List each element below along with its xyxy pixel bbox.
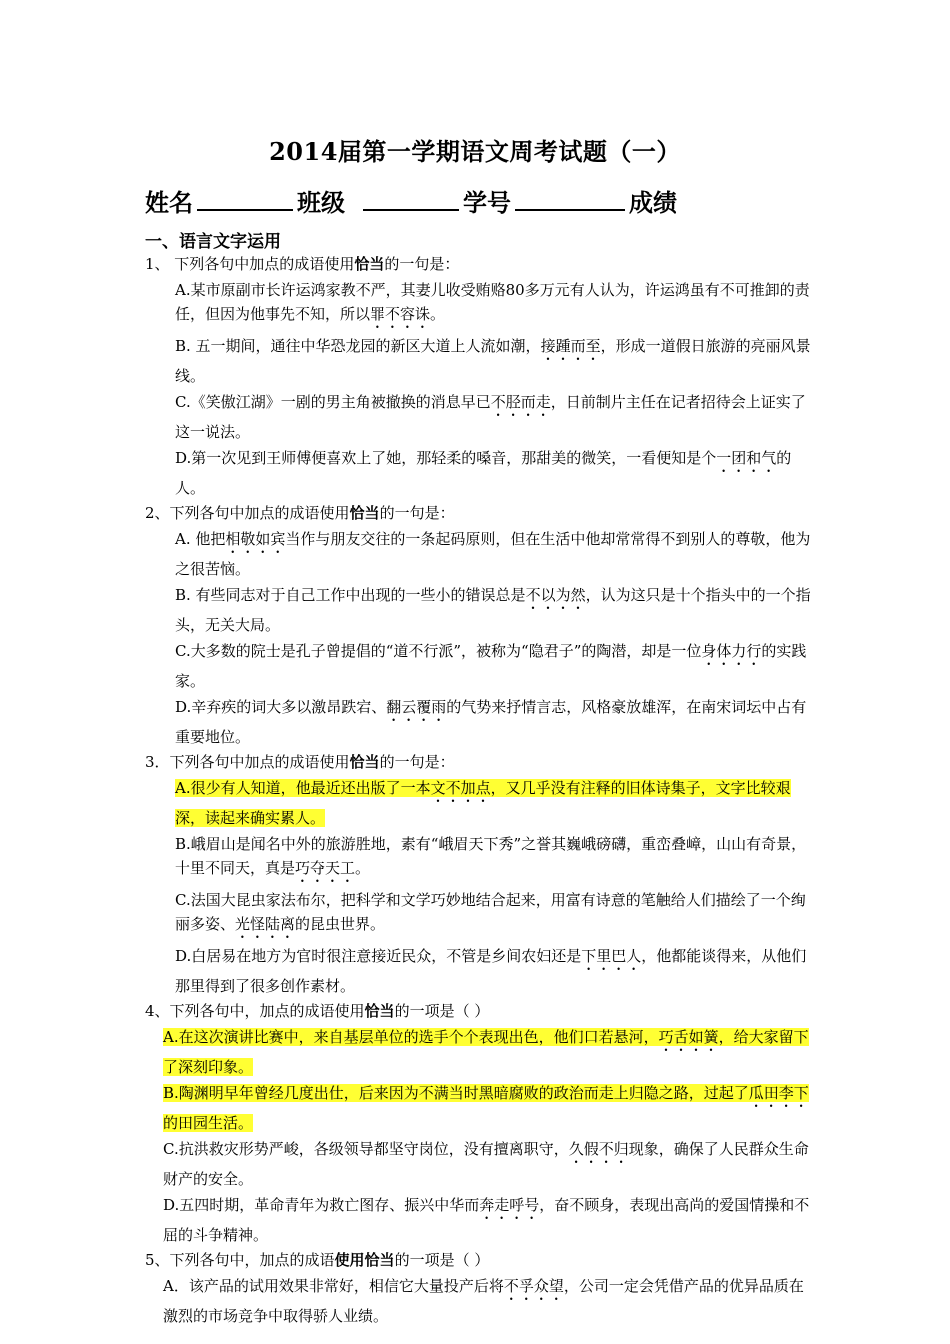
dotted-idiom: 下里巴人: [581, 947, 642, 965]
option-text: [175, 891, 806, 933]
question-stem-keyword: 恰当: [354, 255, 385, 273]
option-text-after: 的气势来抒情言志，风格豪放雄浑，在南宋词坛中占有重要地位。: [175, 698, 807, 746]
dotted-idiom: 光怪陆离: [235, 915, 296, 933]
name-blank[interactable]: [197, 187, 293, 211]
question-stem-text: 1、 下列各句中加点的成语使用: [145, 255, 355, 273]
option-text-before: A.某市原副市长许运鸿家教不严，其妻儿收受贿赂80多万元有人认为，许运鸿虽有不可推卸的责任，但因为他事先不知，所以: [175, 281, 810, 323]
dotted-idiom: 接踵而至: [540, 337, 601, 355]
dotted-idiom: 久假不归: [568, 1140, 629, 1158]
question-stem-text: 3．下列各句中加点的成语使用: [145, 753, 350, 771]
dotted-idiom: 巧夺天工: [295, 859, 356, 877]
option-text-before: A.很少有人知道，他最近还出版了一本: [175, 779, 431, 797]
dotted-idiom: 相敬如宾: [225, 530, 286, 548]
option-text-before: C.法国大昆虫家法布尔，把科学和文学巧妙地结合起来，用富有诗意的笔触给人们描绘了一个绚丽多姿、: [175, 891, 806, 933]
student-info-bar: [145, 183, 845, 218]
option-text: [175, 642, 806, 690]
section-heading: 一、语言文字运用: [145, 232, 281, 252]
option-text-after: 的人。: [175, 449, 792, 497]
answer-option[interactable]: [145, 832, 815, 886]
name-label: 姓名: [145, 188, 193, 217]
dotted-idiom: 一团和气: [716, 449, 777, 467]
dotted-idiom: 不孚众望: [503, 1277, 564, 1295]
option-text-after: ，认为这只是十个指头中的一个指头，无关大局。: [175, 586, 811, 634]
option-text-after: ，又几乎没有注释的旧体诗集子，文字比较艰深，读起来确实累人。: [175, 779, 791, 827]
option-text-before: D.白居易在地方为官时很注意接近民众，不管是乡间农妇还是: [175, 947, 582, 965]
answer-option[interactable]: [145, 1081, 815, 1135]
option-text-before: D.五四时期，革命青年为救亡图存、振兴中华而: [163, 1196, 480, 1214]
answer-option[interactable]: [145, 695, 815, 749]
question-stem-text: 的一句是：: [384, 255, 460, 273]
question-stem: [145, 502, 815, 525]
option-text: [175, 530, 810, 578]
option-text-after: 现象，确保了人民群众生命财产的安全。: [163, 1140, 809, 1188]
option-text-after: ，形成一道假日旅游的亮丽风景线。: [175, 337, 811, 385]
option-text-before: B. 有些同志对于自己工作中出现的一些小的错误总是: [175, 586, 526, 604]
option-text-after: ，给大家留下了深刻印象。: [163, 1028, 809, 1076]
highlighted-option-text: [163, 1028, 809, 1076]
question-stem-text: 的一项是（ ）: [394, 1002, 490, 1020]
question-stem: [145, 1000, 815, 1023]
option-text: [175, 586, 811, 634]
option-text: [175, 393, 806, 441]
answer-option[interactable]: [145, 639, 815, 693]
option-text-before: B.陶渊明早年曾经几度出仕，后来因为不满当时黑暗腐败的政治而走上归隐之路，过起了: [163, 1084, 749, 1102]
dotted-idiom: 瓜田李下: [748, 1084, 809, 1102]
answer-option[interactable]: [145, 888, 815, 942]
answer-option[interactable]: [145, 1137, 815, 1191]
option-text-after: ，他都能谈得来，从他们那里得到了很多创作素材。: [175, 947, 807, 995]
option-text-after: 的田园生活。: [163, 1114, 254, 1132]
option-text-after: 当作与朋友交往的一条起码原则，但在生活中他却常常得不到别人的尊敬，他为之很苦恼。: [175, 530, 811, 578]
option-text-after: 。: [355, 859, 371, 877]
option-text: [163, 1196, 809, 1244]
question-stem-text: 的一句是：: [379, 504, 455, 522]
answer-option[interactable]: [145, 527, 815, 581]
dotted-idiom: 不以为然: [525, 586, 586, 604]
question-stem-text: 的一项是（ ）: [394, 1251, 490, 1269]
answer-option[interactable]: [145, 278, 815, 332]
question-stem: [145, 1249, 815, 1272]
option-text-after: 的昆虫世界。: [295, 915, 386, 933]
answer-option[interactable]: [145, 583, 815, 637]
answer-option[interactable]: [145, 944, 815, 998]
dotted-idiom: 巧舌如簧: [658, 1028, 719, 1046]
option-text-before: B.峨眉山是闻名中外的旅游胜地，素有“峨眉天下秀”之誉其巍峨磅礴，重峦叠嶂，山山有奇景，十里不同天，真是: [175, 835, 807, 877]
option-text: [175, 337, 811, 385]
option-text-before: B. 五一期间，通往中华恐龙园的新区大道上人流如潮，: [175, 337, 541, 355]
option-text: [175, 698, 806, 746]
class-blank[interactable]: [363, 187, 459, 211]
question-stem-keyword: 恰当: [364, 1002, 395, 1020]
dotted-idiom: 翻云覆雨: [386, 698, 447, 716]
option-text-before: A．该产品的试用效果非常好，相信它大量投产后将: [163, 1277, 504, 1295]
option-text: [163, 1277, 804, 1325]
option-text-before: C.《笑傲江湖》一剧的男主角被撤换的消息早已: [175, 393, 491, 411]
option-text-before: D.第一次见到王师傅便喜欢上了她，那轻柔的嗓音，那甜美的微笑，一看便知是个: [175, 449, 717, 467]
option-text: [175, 449, 791, 497]
option-text: [175, 835, 806, 877]
id-label: 学号: [463, 188, 511, 217]
question-stem-keyword: 使用恰当: [334, 1251, 395, 1269]
option-text-before: C.大多数的院士是孔子曾提倡的“道不行派”，被称为“隐君子”的陶潜，却是一位: [175, 642, 702, 660]
dotted-idiom: 不胫而走: [490, 393, 551, 411]
option-text-before: D.辛弃疾的词大多以激昂跌宕、: [175, 698, 387, 716]
answer-option[interactable]: [145, 334, 815, 388]
question-stem: [145, 751, 815, 774]
option-text-after: ，公司一定会凭借产品的优异品质在激烈的市场竞争中取得骄人业绩。: [163, 1277, 804, 1325]
question-list: [145, 253, 815, 1330]
question-stem-keyword: 恰当: [349, 504, 380, 522]
option-text: [163, 1140, 809, 1188]
dotted-idiom: 文不加点: [430, 779, 491, 797]
question-stem-text: 4、下列各句中，加点的成语使用: [145, 1002, 365, 1020]
option-text: [175, 947, 806, 995]
answer-option[interactable]: [145, 446, 815, 500]
highlighted-option-text: [163, 1084, 809, 1132]
option-text-before: C.抗洪救灾形势严峻，各级领导都坚守岗位，没有擅离职守，: [163, 1140, 569, 1158]
question-stem-keyword: 恰当: [349, 753, 380, 771]
option-text-after: ，奋不顾身，表现出高尚的爱国情操和不屈的斗争精神。: [163, 1196, 810, 1244]
dotted-idiom: 身体力行: [701, 642, 762, 660]
option-text-after: 的实践家。: [175, 642, 807, 690]
option-text-before: A.在这次演讲比赛中，来自基层单位的选手个个表现出色，他们口若悬河，: [163, 1028, 659, 1046]
question-stem: [145, 253, 815, 276]
id-blank[interactable]: [515, 187, 625, 211]
score-label: 成绩: [629, 188, 677, 217]
option-text: [175, 281, 810, 323]
highlighted-option-text: [175, 779, 791, 827]
answer-option[interactable]: [145, 776, 815, 830]
question-stem-text: 2、下列各句中加点的成语使用: [145, 504, 350, 522]
option-text-after: 。: [430, 305, 446, 323]
dotted-idiom: 奔走呼号: [479, 1196, 540, 1214]
answer-option[interactable]: [145, 1025, 815, 1079]
option-text-after: ，日前制片主任在记者招待会上证实了这一说法。: [175, 393, 806, 441]
option-text-before: A. 他把: [175, 530, 226, 548]
exam-title: 2014届第一学期语文周考试题（一）: [269, 137, 681, 166]
class-label: 班级: [297, 188, 345, 217]
question-stem-text: 的一句是：: [379, 753, 455, 771]
answer-option[interactable]: [145, 1274, 815, 1328]
dotted-idiom: 罪不容诛: [370, 305, 431, 323]
answer-option[interactable]: [145, 1193, 815, 1247]
answer-option[interactable]: [145, 390, 815, 444]
question-stem-text: 5、下列各句中，加点的成语: [145, 1251, 335, 1269]
